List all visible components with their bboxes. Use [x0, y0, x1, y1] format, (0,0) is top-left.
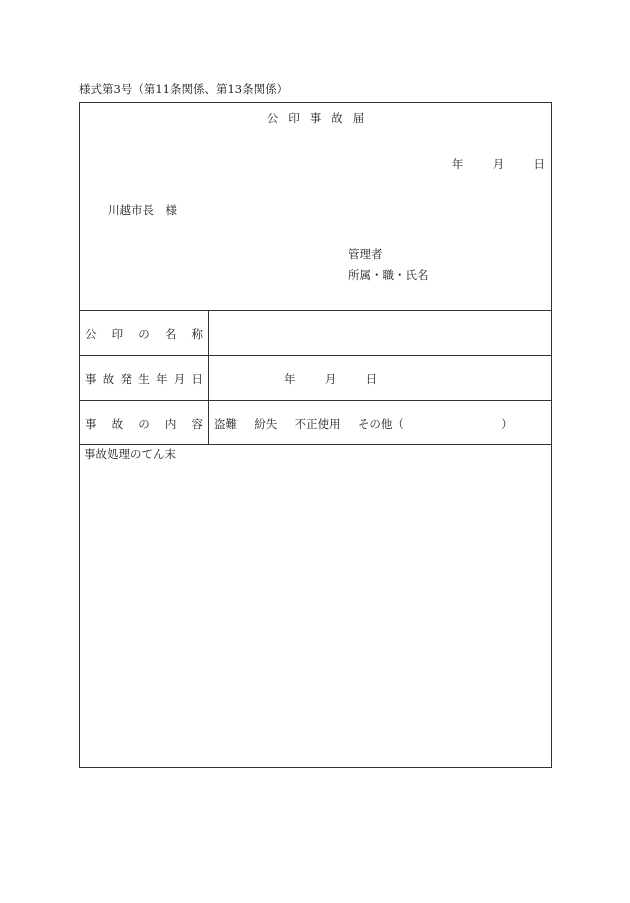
- label-char: 年: [156, 372, 168, 386]
- content-label: [85, 416, 203, 432]
- occurrence-month: 月: [324, 372, 337, 386]
- label-char: 事: [85, 417, 97, 431]
- label-char: 内: [164, 417, 177, 431]
- option-theft: 盗難: [214, 417, 237, 431]
- row-divider: [80, 355, 551, 356]
- label-char: 称: [191, 327, 203, 341]
- addressee: 川越市長 様: [108, 203, 177, 217]
- form-title: 公印事故届: [266, 111, 375, 125]
- label-char: 事: [85, 372, 97, 386]
- label-char: 故: [102, 372, 115, 386]
- label-char: 公: [85, 327, 97, 341]
- occurrence-day: 日: [365, 372, 378, 386]
- occurrence-date-label: [85, 371, 203, 387]
- seal-name-label: [85, 326, 203, 342]
- option-other-close: ）: [501, 417, 513, 431]
- label-char: の: [138, 417, 150, 431]
- label-char: 故: [111, 417, 124, 431]
- handling-label: 事故処理のてん末: [84, 447, 176, 461]
- occurrence-year: 年: [284, 372, 296, 386]
- label-char: 容: [191, 417, 203, 431]
- report-form: [79, 102, 552, 768]
- label-char: 印: [111, 327, 124, 341]
- column-divider: [208, 310, 209, 444]
- label-char: 生: [138, 372, 150, 386]
- report-date-day: 日: [533, 157, 545, 171]
- manager-label: 管理者: [348, 247, 383, 261]
- form-number: 様式第3号（第11条関係、第13条関係）: [79, 82, 289, 96]
- content-options: [214, 416, 513, 432]
- label-char: 名: [164, 327, 177, 341]
- label-char: 月: [173, 372, 186, 386]
- row-divider: [80, 400, 551, 401]
- occurrence-date-value: [284, 371, 377, 387]
- row-divider: [80, 310, 551, 311]
- label-char: 日: [191, 372, 203, 386]
- option-loss: 紛失: [254, 417, 278, 431]
- manager-detail: 所属・職・氏名: [348, 268, 429, 282]
- row-divider: [80, 444, 551, 445]
- report-date: [426, 156, 545, 172]
- label-char: の: [138, 327, 150, 341]
- label-char: 発: [120, 372, 132, 386]
- option-misuse: 不正使用: [294, 417, 341, 431]
- report-date-month: 月: [492, 157, 505, 171]
- report-date-year: 年: [451, 157, 464, 171]
- option-other: その他（: [357, 417, 404, 431]
